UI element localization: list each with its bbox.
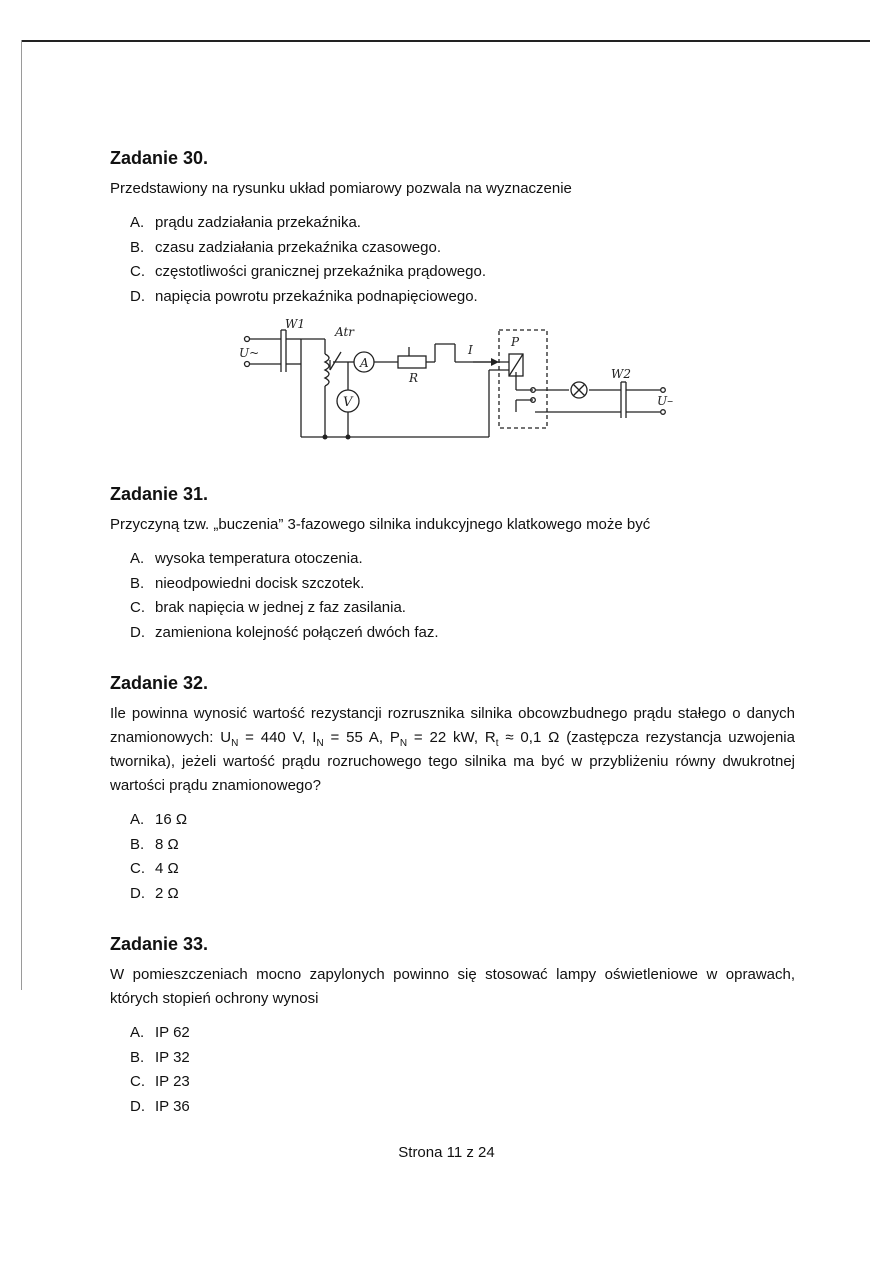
answer-option-d[interactable] — [130, 621, 795, 646]
task-question: Przedstawiony na rysunku układ pomiarowy pozwala na wyznaczenie — [110, 180, 572, 197]
terminal-dc-top — [661, 388, 666, 393]
terminal-dc-bottom — [661, 410, 666, 415]
answer-letter: D. — [130, 623, 145, 641]
answer-option-a[interactable] — [130, 1021, 795, 1046]
switch-w2-label: W2 — [611, 367, 631, 381]
page-number: Strona 11 z 24 — [398, 1144, 495, 1161]
task-question: Przyczyną tzw. „buczenia” 3-fazowego silnika indukcyjnego klatkowego może być — [110, 516, 651, 533]
answer-letter: A. — [130, 811, 145, 828]
answer-letter: B. — [130, 574, 145, 592]
answer-option-d[interactable] — [130, 1095, 795, 1120]
relay-label: P — [511, 335, 520, 349]
answer-text: 16 Ω — [155, 811, 188, 828]
answer-letter: B. — [130, 1048, 145, 1066]
task-question — [110, 702, 795, 798]
answer-letter: D. — [130, 287, 145, 305]
question-text: = 55 A, P — [323, 729, 400, 746]
top-rule — [22, 40, 870, 42]
answer-text: napięcia powrotu przekaźnika podnapięciowego. — [155, 287, 478, 305]
question-text: = 22 kW, R — [407, 729, 496, 746]
switch-w1-label: W1 — [285, 317, 305, 331]
circuit-diagram — [233, 312, 693, 447]
terminal-ac-top — [245, 337, 250, 342]
answer-option-b[interactable] — [130, 236, 795, 261]
answer-option-c[interactable] — [130, 596, 795, 621]
answer-list — [130, 1021, 795, 1119]
task-title: Zadanie 32. — [110, 673, 209, 693]
dc-voltage-label: U– — [657, 394, 674, 408]
answer-list — [130, 211, 795, 309]
answer-option-a[interactable] — [130, 211, 795, 236]
answer-letter: B. — [130, 835, 145, 853]
answer-letter: C. — [130, 599, 145, 616]
answer-text: zamieniona kolejność połączeń dwóch faz. — [155, 623, 439, 641]
answer-text: prądu zadziałania przekaźnika. — [155, 214, 361, 231]
answer-option-a[interactable] — [130, 808, 795, 833]
answer-text: nieodpowiedni docisk szczotek. — [155, 574, 365, 592]
answer-text: IP 32 — [155, 1048, 190, 1066]
task-31 — [110, 483, 795, 645]
subscript: N — [399, 738, 408, 749]
question-text: ≈ 0,1 Ω (zastępcza rezystancja uzwojenia twornika), jeżeli wartość prądu rozruchowego tego silnika ma być w przybliżeniu równy dwukrotnej wartości prądu znamionowego? — [110, 729, 795, 794]
answer-letter: D. — [130, 884, 145, 902]
answer-option-a[interactable] — [130, 547, 795, 572]
answer-letter: A. — [130, 1024, 145, 1041]
task-question: W pomieszczeniach mocno zapylonych powinno się stosować lampy oświetleniowe w oprawach, których stopień ochrony wynosi — [110, 966, 795, 1007]
circuit-wires — [245, 330, 666, 437]
subscript: N — [231, 738, 239, 749]
resistor-label: R — [409, 371, 419, 385]
answer-option-b[interactable] — [130, 1046, 795, 1071]
answer-option-d[interactable] — [130, 285, 795, 310]
answer-letter: B. — [130, 238, 145, 256]
current-label: I — [468, 343, 473, 357]
answer-option-b[interactable] — [130, 572, 795, 597]
ammeter-label: A — [360, 356, 369, 370]
answer-text: IP 62 — [155, 1024, 190, 1041]
task-title: Zadanie 30. — [110, 148, 209, 168]
page-left-edge — [21, 40, 22, 990]
answer-option-d[interactable] — [130, 882, 795, 907]
answer-letter: D. — [130, 1097, 145, 1115]
question-text: = 440 V, I — [238, 729, 317, 746]
answer-text: częstotliwości granicznej przekaźnika prądowego. — [155, 263, 486, 280]
lamp-icon — [571, 382, 587, 398]
answer-letter: A. — [130, 214, 145, 231]
answer-text: 4 Ω — [155, 860, 179, 877]
answer-text: czasu zadziałania przekaźnika czasowego. — [155, 238, 441, 256]
answer-option-b[interactable] — [130, 833, 795, 858]
answer-letter: A. — [130, 550, 145, 567]
answer-list — [130, 547, 795, 645]
task-title: Zadanie 33. — [110, 934, 209, 954]
answer-text: brak napięcia w jednej z faz zasilania. — [155, 599, 406, 616]
voltmeter-label: V — [343, 395, 353, 410]
answer-letter: C. — [130, 860, 145, 877]
task-30 — [110, 147, 795, 309]
answer-option-c[interactable] — [130, 857, 795, 882]
ac-voltage-label: U~ — [239, 346, 260, 360]
current-arrow-icon — [491, 358, 499, 366]
answer-list — [130, 808, 795, 906]
answer-text: 8 Ω — [155, 835, 179, 853]
answer-text: 2 Ω — [155, 884, 179, 902]
autotransformer-label: Atr — [335, 325, 355, 339]
task-title: Zadanie 31. — [110, 484, 209, 504]
answer-option-c[interactable] — [130, 260, 795, 285]
answer-text: wysoka temperatura otoczenia. — [155, 550, 363, 567]
answer-letter: C. — [130, 1073, 145, 1090]
answer-option-c[interactable] — [130, 1070, 795, 1095]
answer-letter: C. — [130, 263, 145, 280]
answer-text: IP 36 — [155, 1097, 190, 1115]
subscript: N — [316, 738, 324, 749]
subscript: t — [495, 738, 499, 749]
task-33 — [110, 933, 795, 1119]
answer-text: IP 23 — [155, 1073, 190, 1090]
terminal-ac-bottom — [245, 362, 250, 367]
task-32 — [110, 672, 795, 906]
question-text: Ile powinna wynosić wartość rezystancji rozrusznika silnika obcowzbudnego prądu stałego o danych znamionowych: U — [110, 705, 795, 746]
